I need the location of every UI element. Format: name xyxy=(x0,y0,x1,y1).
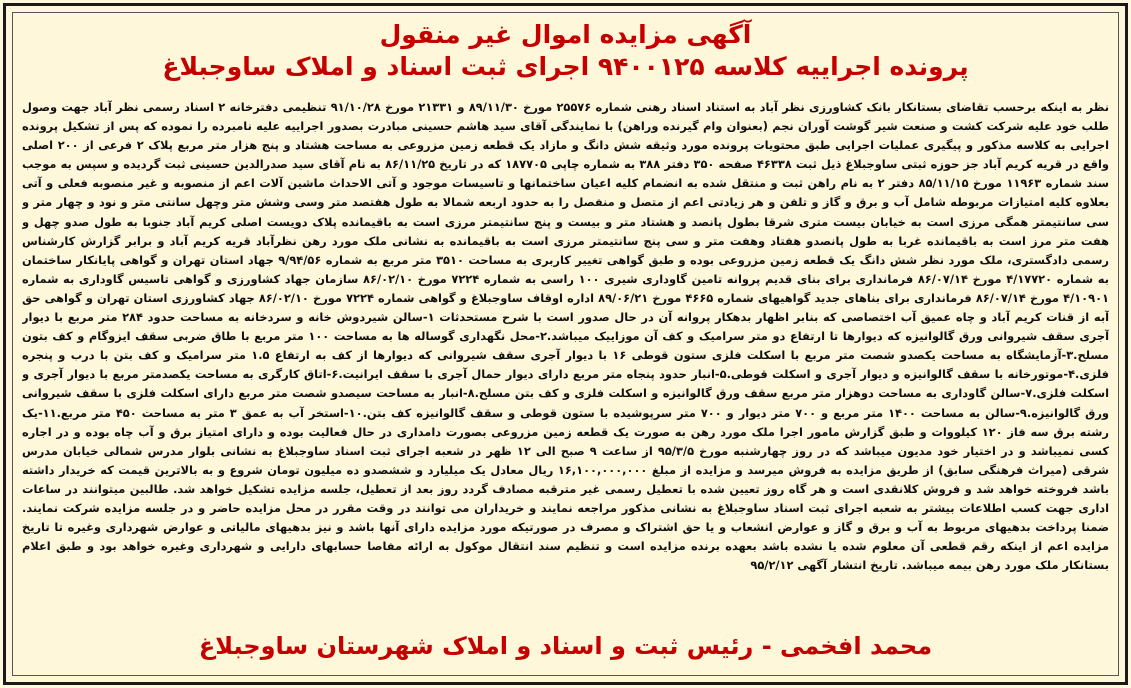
notice-subtitle: پرونده اجراییه کلاسه ۹۴۰۰۱۲۵ اجرای ثبت اسناد و املاک ساوجبلاغ xyxy=(162,52,969,81)
notice-title: آگهی مزایده اموال غیر منقول xyxy=(379,20,752,49)
notice-signature: محمد افخمی - رئیس ثبت و اسناد و املاک شهرستان ساوجبلاغ xyxy=(198,632,933,660)
notice-body: نظر به اینکه برحسب تقاضای بستانکار بانک کشاورزی نظر آباد به استناد اسناد رهنی شماره ۲۵۵۷۶ مورخ ۸۹/۱۱/۳۰ و ۲۱۳۳۱ مورخ ۹۱/۱۰/۲۸ تنظیمی دفترخانه ۲ اسناد رسمی نظر آباد جهت وصول طلب خود علیه شرکت کشت و صنعت شیر گوشت آوران نجم (بعنوان وام گیرنده وراهن) با نمایندگی آقای سید هاشم حسینی مبادرت بصدور اجراییه علیه نامبرده را نموده که پس از تشکیل پرونده اجرایی به کلاسه مذکور و پیگیری عملیات اجرایی طبق محتویات پرونده مورد وثیقه شش دانگ و مازاد یک قطعه زمین مزروعی به مساحت هشتاد و پنج هزار متر مربع پلاک ۲ فرعی از ۲۰۰ اصلی واقع در قریه کریم آباد جز حوزه ثبتی ساوجبلاغ ذیل ثبت ۴۶۳۳۸ صفحه ۳۵۰ دفتر ۳۸۸ به شماره چاپی ۱۸۷۷۰۵ که در تاریخ ۸۶/۱۱/۲۵ به نام آقای سید صدرالدین حسینی ثبت گردیده و سپس به موجب سند شماره ۱۱۹۶۳ مورخ ۸۵/۱۱/۱۵ دفتر ۲ به نام راهن ثبت و منتقل شده به انضمام کلیه اعیان ساختمانها و تاسیسات موجود و آتی الاحداث ماشین آلات اعم از منصوبه و غیر منصوبه فعلی و آتی بعلاوه کلیه امتیازات مربوطه شامل آب و برق و گاز و تلفن و هر زیادتی اعم از متصل و منفصل را به حدود اربعه شمالا به طول هفتصد متر وسی وشش متر وچهل سانتی متر و نود و چهار متر و سی سانتیمتر همگی مرزی است به خیابان بیست متری شرقا بطول پانصد و هشتاد متر و بیست و پنج سانتیمتر مرزی است به باقیمانده پلاک دویست اصلی کریم آباد جنوبا به طول صدو چهل و هفت متر مرز است به باقیمانده غربا به طول پانصدو هفتاد وهفت متر و سی پنج سانتیمتر مرزی است به باقیمانده به نشانی ملک مورد رهن نظرآباد قریه کریم آباد و برابر گزارش کارشناس رسمی دادگستری، ملک مورد نظر شش دانگ یک قطعه زمین مزروعی بوده و طبق گواهی تغییر کاربری به مساحت ۳۵۱۰ متر مربع به شماره ۹/۹۴/۵۶ جهاد استان تهران و گواهی پایانکار ساختمان به شماره ۴/۱۷۷۲۰ مورخ ۸۶/۰۷/۱۴ فرمانداری برای بنای قدیم پروانه تامین گاوداری شیری ۱۰۰ راسی به شماره ۷۲۲۴ مورخ ۸۶/۰۲/۱۰ سازمان جهاد کشاورزی و گواهی تاسیس گاوداری به شماره ۴/۱۰۹۰۱ مورخ ۸۶/۰۷/۱۴ فرمانداری برای بناهای جدید گواهیهای شماره ۴۶۶۵ مورخ ۸۹/۰۶/۲۱ اداره اوقاف ساوجبلاغ و گواهی شماره ۷۲۲۴ مورخ ۸۶/۰۲/۱۰ جهاد کشاورزی استان تهران و گواهی حق آبه از قنات کریم آباد و چاه عمیق آب اختصاصی که بنابر اظهار بدهکار پروانه آن در حال صدور است با شرح مستحدثات ۱-سالن شیردوش خانه و سردخانه به مساحت حدود ۲۸۴ متر مربع با دیوار آجری سقف شیروانی ورق گالوانیزه که دیوارها تا ارتفاع دو متر سرامیک و کف آن موزاییک میباشد.۲-محل نگهداری گوساله ها به مساحت ۱۰۰ متر مربع با طاق ضربی سقف ایزوگام و کف بتون مسلح.۳-آزمایشگاه به مساحت یکصدو شصت متر مربع با اسکلت فلزی ستون قوطی ۱۶ با دیوار آجری سقف شیروانی که دیوارها از کف به ارتفاع ۱.۵ متر سرامیک و کف بتن با درب و پنجره فلزی.۴-موتورخانه با سقف گالوانیزه و دیوار آجری و اسکلت قوطی.۵-انبار حدود پنجاه متر مربع دارای دیوار حمال آجری با سقف ایرانیت.۶-اتاق کارگری به مساحت یکصدمتر مربع با دیوار آجری و اسکلت فلزی.۷-سالن گاوداری به مساحت دوهزار متر مربع سقف ورق گالوانیزه و اسکلت فلزی و کف بتن مسلح.۸-انبار به مساحت سیصدو شصت متر مربع دارای اسکلت فلزی با سقف شیروانی ورق گالوانیزه.۹-سالن به مساحت ۱۴۰۰ متر مربع و ۷۰۰ متر دیوار و ۷۰۰ متر سرپوشیده با ستون قوطی و سقف گالوانیزه کف بتن.۱۰-استخر آب به عمق ۳ متر به مساحت ۴۵۰ متر مربع.۱۱-یک رشته برق سه فاز ۱۲۰ کیلووات و طبق گزارش مامور اجرا ملک مورد رهن به صورت یک قطعه زمین مزروعی بصورت دامداری در حال فعالیت بوده و دارای امتیاز برق و آب چاه بوده و در اجاره کسی نمیباشد و در اختیار خود مدیون میباشد که در روز چهارشنبه مورخ ۹۵/۳/۵ از ساعت ۹ صبح الی ۱۲ ظهر در شعبه اجرای ثبت اسناد ساوجبلاغ به نشانی بلوار مدرس شمالی خیابان مدرس شرقی (میراث فرهنگی سابق) از طریق مزایده به فروش میرسد و مزایده از مبلغ ۱۶,۱۰۰,۰۰۰,۰۰۰ ریال معادل یک میلیارد و ششصدو ده میلیون تومان شروع و به بالاترین قیمت که خریدار داشته باشد فروخته خواهد شد و فروش کلانقدی است و هر گاه روز تعیین شده با تعطیل رسمی غیر مترقبه مصادف گردد روز بعد از تعطیل، جلسه مزایده تشکیل خواهد شد. طالبین میتوانند در ساعات اداری جهت کسب اطلاعات بیشتر به شعبه اجرای ثبت اسناد ساوجبلاغ به نشانی مذکور مراجعه نمایند و خریداران می توانند در وقت مقرر در محل مزایده حاضر و در جلسه مزایده شرکت نمایند. ضمنا پرداخت بدهیهای مربوط به آب و برق و گاز و عوارض انشعاب و یا حق اشتراک و مصرف در صورتیکه مورد مزایده دارای آنها باشد و نیز بدهیهای مالیاتی و عوارض شهرداری وغیره تا تاریخ مزایده اعم از اینکه رقم قطعی آن معلوم شده یا نشده باشد بعهده برنده مزایده است و تنظیم سند انتقال موکول به ارائه مفاصا حسابهای دارایی و شهرداری وغیره خواهد بود و طبق اعلام بستانکار ملک مورد رهن بیمه میباشد. تاریخ انتشار آگهی ۹۵/۲/۱۲ xyxy=(22,100,1109,573)
notice-frame xyxy=(3,3,1128,685)
